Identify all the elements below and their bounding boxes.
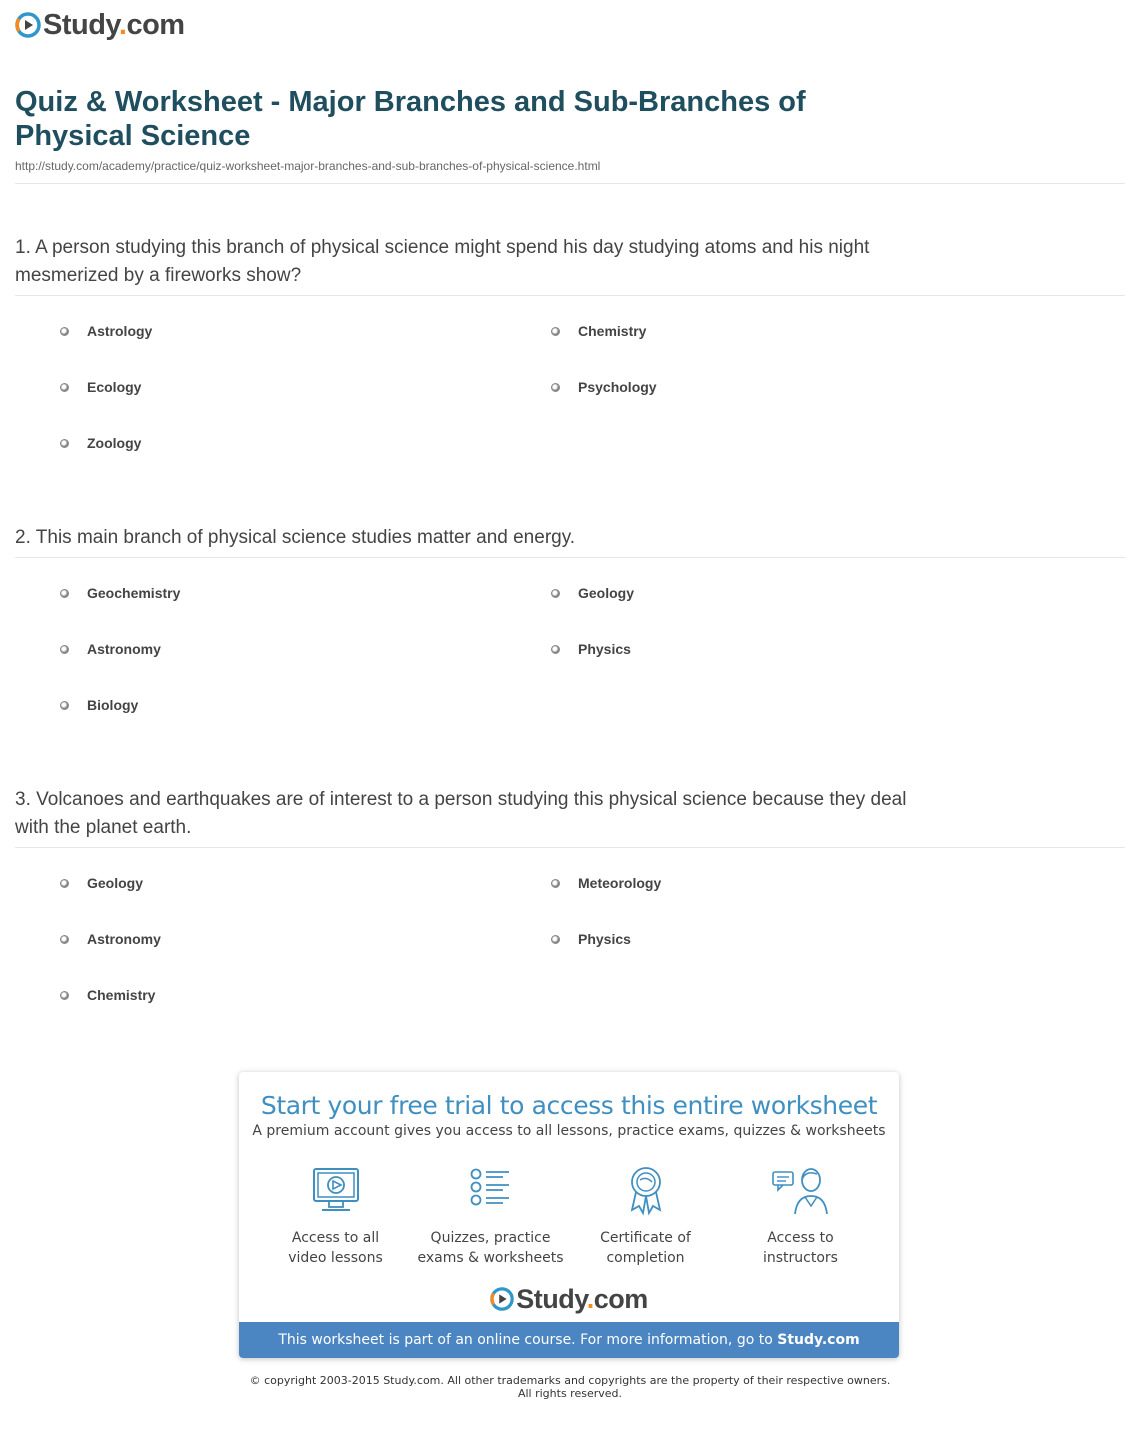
answer-option[interactable]: Physics <box>551 931 631 947</box>
radio-button[interactable] <box>60 935 69 944</box>
answer-option[interactable]: Zoology <box>60 435 141 451</box>
radio-button[interactable] <box>551 383 560 392</box>
play-circle-icon <box>15 12 41 38</box>
divider <box>15 295 1125 296</box>
radio-button[interactable] <box>60 991 69 1000</box>
logo-wordmark: Study.com <box>516 1284 648 1314</box>
certificate-icon <box>620 1166 672 1216</box>
promo-subtitle: A premium account gives you access to all lessons, practice exams, quizzes & worksheets <box>252 1123 886 1139</box>
radio-button[interactable] <box>551 879 560 888</box>
answer-option[interactable]: Chemistry <box>60 987 155 1003</box>
radio-button[interactable] <box>60 383 69 392</box>
answer-option[interactable]: Astronomy <box>60 641 161 657</box>
instructor-icon <box>771 1166 831 1216</box>
question-1: 1. A person studying this branch of physical science might spend his day studying atoms and his night mesmerized by a fireworks show? <box>15 237 870 286</box>
answer-option[interactable]: Meteorology <box>551 875 661 891</box>
feature-quizzes: Quizzes, practice exams & worksheets <box>413 1166 568 1268</box>
radio-button[interactable] <box>60 589 69 598</box>
radio-button[interactable] <box>551 935 560 944</box>
feature-video-lessons: Access to all video lessons <box>258 1166 413 1268</box>
question-3: 3. Volcanoes and earthquakes are of interest to a person studying this physical science because they deal with the planet earth. <box>15 789 907 838</box>
play-circle-icon <box>490 1287 514 1311</box>
answer-option[interactable]: Chemistry <box>551 323 646 339</box>
radio-button[interactable] <box>60 879 69 888</box>
copyright-footer: © copyright 2003-2015 Study.com. All other trademarks and copyrights are the property of their respective owners. All rights reserved. <box>249 1374 891 1400</box>
answer-option[interactable]: Geochemistry <box>60 585 180 601</box>
promo-study-logo[interactable] <box>239 1283 899 1315</box>
answer-option[interactable]: Biology <box>60 697 138 713</box>
divider <box>15 847 1125 848</box>
quiz-list-icon <box>465 1166 517 1216</box>
radio-button[interactable] <box>60 327 69 336</box>
promo-title[interactable]: Start your free trial to access this entire worksheet <box>260 1091 878 1120</box>
radio-button[interactable] <box>551 589 560 598</box>
answer-option[interactable]: Ecology <box>60 379 141 395</box>
answer-option[interactable]: Astrology <box>60 323 152 339</box>
answer-option[interactable]: Geology <box>551 585 634 601</box>
divider <box>15 183 1125 184</box>
free-trial-promo[interactable] <box>239 1072 899 1358</box>
answer-option[interactable]: Physics <box>551 641 631 657</box>
page-url: http://study.com/academy/practice/quiz-worksheet-major-branches-and-sub-branches-of-physical-science.html <box>15 159 601 173</box>
radio-button[interactable] <box>60 645 69 654</box>
radio-button[interactable] <box>551 327 560 336</box>
answer-option[interactable]: Geology <box>60 875 143 891</box>
question-2: 2. This main branch of physical science studies matter and energy. <box>15 527 576 548</box>
study-link[interactable]: Study.com <box>777 1332 860 1348</box>
radio-button[interactable] <box>551 645 560 654</box>
logo-wordmark: Study.com <box>43 9 185 41</box>
page-title: Quiz & Worksheet - Major Branches and Sub-Branches of Physical Science <box>15 86 806 152</box>
divider <box>15 557 1125 558</box>
feature-certificate: Certificate of completion <box>568 1166 723 1268</box>
radio-button[interactable] <box>60 701 69 710</box>
feature-instructors: Access to instructors <box>723 1166 878 1268</box>
answer-option[interactable]: Astronomy <box>60 931 161 947</box>
answer-option[interactable]: Psychology <box>551 379 657 395</box>
video-lesson-icon <box>310 1166 362 1216</box>
radio-button[interactable] <box>60 439 69 448</box>
study-logo[interactable] <box>15 9 185 41</box>
course-info-bar: This worksheet is part of an online course. For more information, go to Study.com <box>239 1322 899 1358</box>
